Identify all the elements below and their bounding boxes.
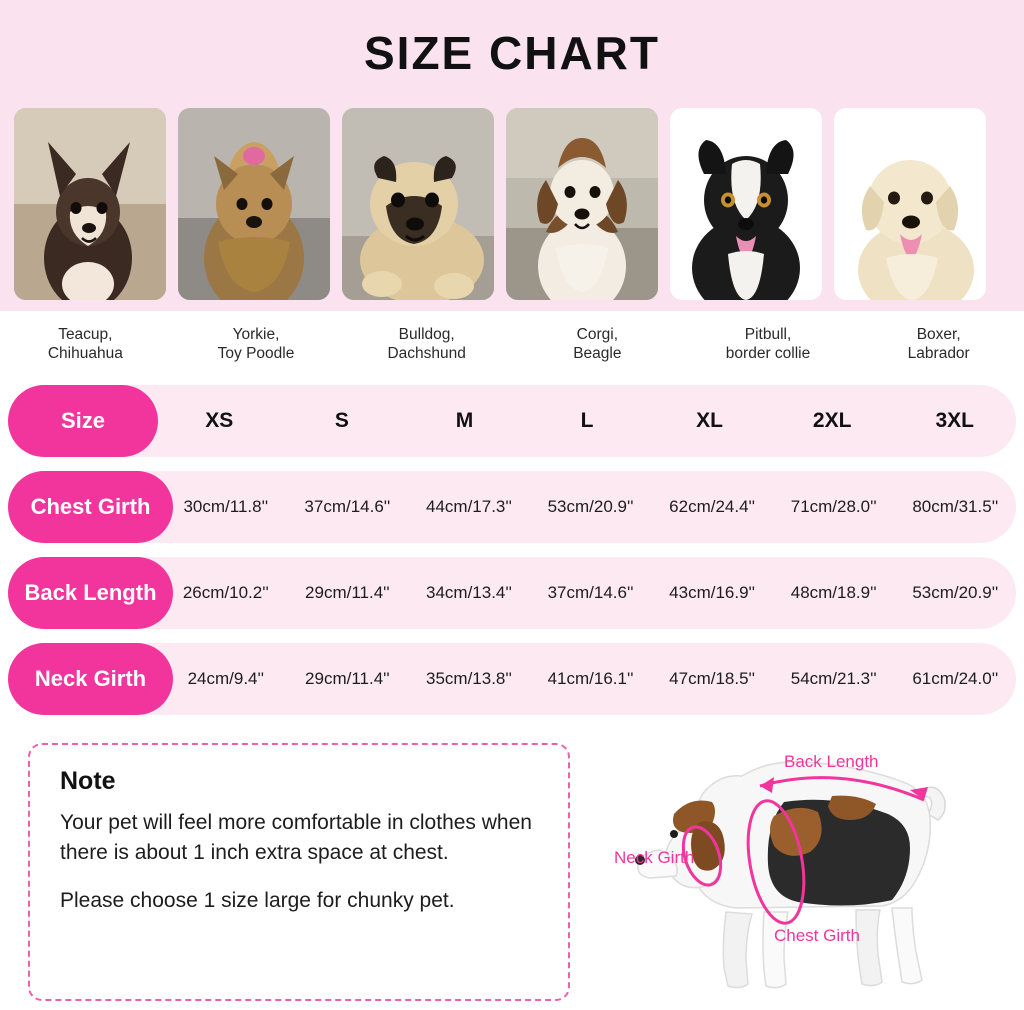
- chest-girth-xs: 30cm/11.8'': [183, 497, 269, 516]
- size-header-cells: [158, 385, 1016, 457]
- size-cell-xs: XS: [205, 409, 234, 432]
- breed-caption-3-line1: Corgi,: [576, 326, 619, 343]
- note-box: [28, 743, 570, 1001]
- breed-caption-0-line1: Teacup,: [58, 326, 113, 343]
- size-cell-s: S: [334, 409, 349, 432]
- back-length-xs: 26cm/10.2'': [182, 583, 269, 602]
- back-length-2xl: 48cm/18.9'': [790, 583, 877, 602]
- breed-caption-1: [171, 311, 342, 379]
- row-label-neck-girth: Neck Girth: [8, 643, 173, 715]
- neck-girth-l: 41cm/16.1'': [547, 669, 634, 688]
- diagram-label-back-length: Back Length: [784, 752, 879, 771]
- diagram-label-neck-girth: Neck Girth: [614, 848, 695, 867]
- size-cell-xl: XL: [696, 409, 724, 432]
- chest-girth-cells: [165, 471, 1016, 543]
- back-length-m: 34cm/13.4'': [426, 583, 512, 602]
- chest-girth-3xl: 80cm/31.5'': [912, 497, 999, 516]
- table-row-neck-girth: [0, 643, 1024, 715]
- table-row-back-length: [0, 557, 1024, 629]
- row-label-chest-girth: Chest Girth: [8, 471, 173, 543]
- table-row-chest-girth: [0, 471, 1024, 543]
- beagle-photo: [506, 108, 658, 300]
- note-paragraph-2: Please choose 1 size large for chunky pet.: [60, 889, 455, 912]
- chest-girth-2xl: 71cm/28.0'': [790, 497, 877, 516]
- back-length-cells: [165, 557, 1016, 629]
- size-cell-l: L: [580, 409, 594, 432]
- breed-caption-2-line1: Bulldog,: [398, 326, 455, 343]
- breed-caption-4-line1: Pitbull,: [744, 326, 792, 343]
- breed-caption-0-line2: Chihuahua: [47, 345, 123, 362]
- diagram-label-chest-girth: Chest Girth: [774, 926, 860, 945]
- breed-caption-2-line2: Dachshund: [387, 345, 466, 362]
- neck-girth-xl: 47cm/18.5'': [669, 669, 756, 688]
- size-cell-2xl: 2XL: [812, 409, 852, 432]
- breed-caption-1-line1: Yorkie,: [232, 326, 280, 343]
- chest-girth-m: 44cm/17.3'': [426, 497, 512, 516]
- breed-caption-3: [512, 311, 683, 379]
- neck-girth-s: 29cm/11.4'': [305, 669, 390, 688]
- back-length-3xl: 53cm/20.9'': [912, 583, 999, 602]
- row-label-back-length: Back Length: [8, 557, 173, 629]
- measurement-diagram: [588, 730, 1008, 1005]
- note-paragraph-1: Your pet will feel more comfortable in clothes when there is about 1 inch extra space at chest.: [60, 811, 532, 864]
- size-cell-3xl: 3XL: [935, 409, 975, 432]
- chest-girth-xl: 62cm/24.4'': [669, 497, 756, 516]
- chest-girth-l: 53cm/20.9'': [547, 497, 634, 516]
- page-title: SIZE CHART: [364, 27, 660, 79]
- back-length-s: 29cm/11.4'': [305, 583, 390, 602]
- back-length-l: 37cm/14.6'': [547, 583, 634, 602]
- size-cell-m: M: [455, 409, 474, 432]
- neck-girth-m: 35cm/13.8'': [426, 669, 512, 688]
- row-label-size: Size: [8, 385, 158, 457]
- neck-girth-cells: [165, 643, 1016, 715]
- pug-photo: [342, 108, 494, 300]
- breed-caption-5: [853, 311, 1024, 379]
- chest-girth-s: 37cm/14.6'': [304, 497, 391, 516]
- breed-caption-4-line2: border collie: [725, 345, 811, 362]
- labrador-photo: [834, 108, 986, 300]
- yorkie-photo: [178, 108, 330, 300]
- chihuahua-photo: [14, 108, 166, 300]
- breed-caption-4: [683, 311, 854, 379]
- neck-girth-xs: 24cm/9.4'': [187, 669, 264, 688]
- table-row-size-header: [0, 385, 1024, 457]
- breed-caption-1-line2: Toy Poodle: [217, 345, 295, 362]
- breed-caption-5-line1: Boxer,: [916, 326, 961, 343]
- back-length-xl: 43cm/16.9'': [669, 583, 756, 602]
- breed-caption-5-line2: Labrador: [907, 345, 970, 362]
- note-title: Note: [60, 767, 116, 795]
- breed-photo-row: [14, 108, 1010, 300]
- breed-caption-row: [0, 311, 1024, 379]
- border-collie-photo: [670, 108, 822, 300]
- breed-caption-3-line2: Beagle: [573, 345, 622, 362]
- size-table: [0, 385, 1024, 729]
- neck-girth-3xl: 61cm/24.0'': [912, 669, 999, 688]
- neck-girth-2xl: 54cm/21.3'': [790, 669, 877, 688]
- breed-caption-2: [341, 311, 512, 379]
- breed-caption-0: [0, 311, 171, 379]
